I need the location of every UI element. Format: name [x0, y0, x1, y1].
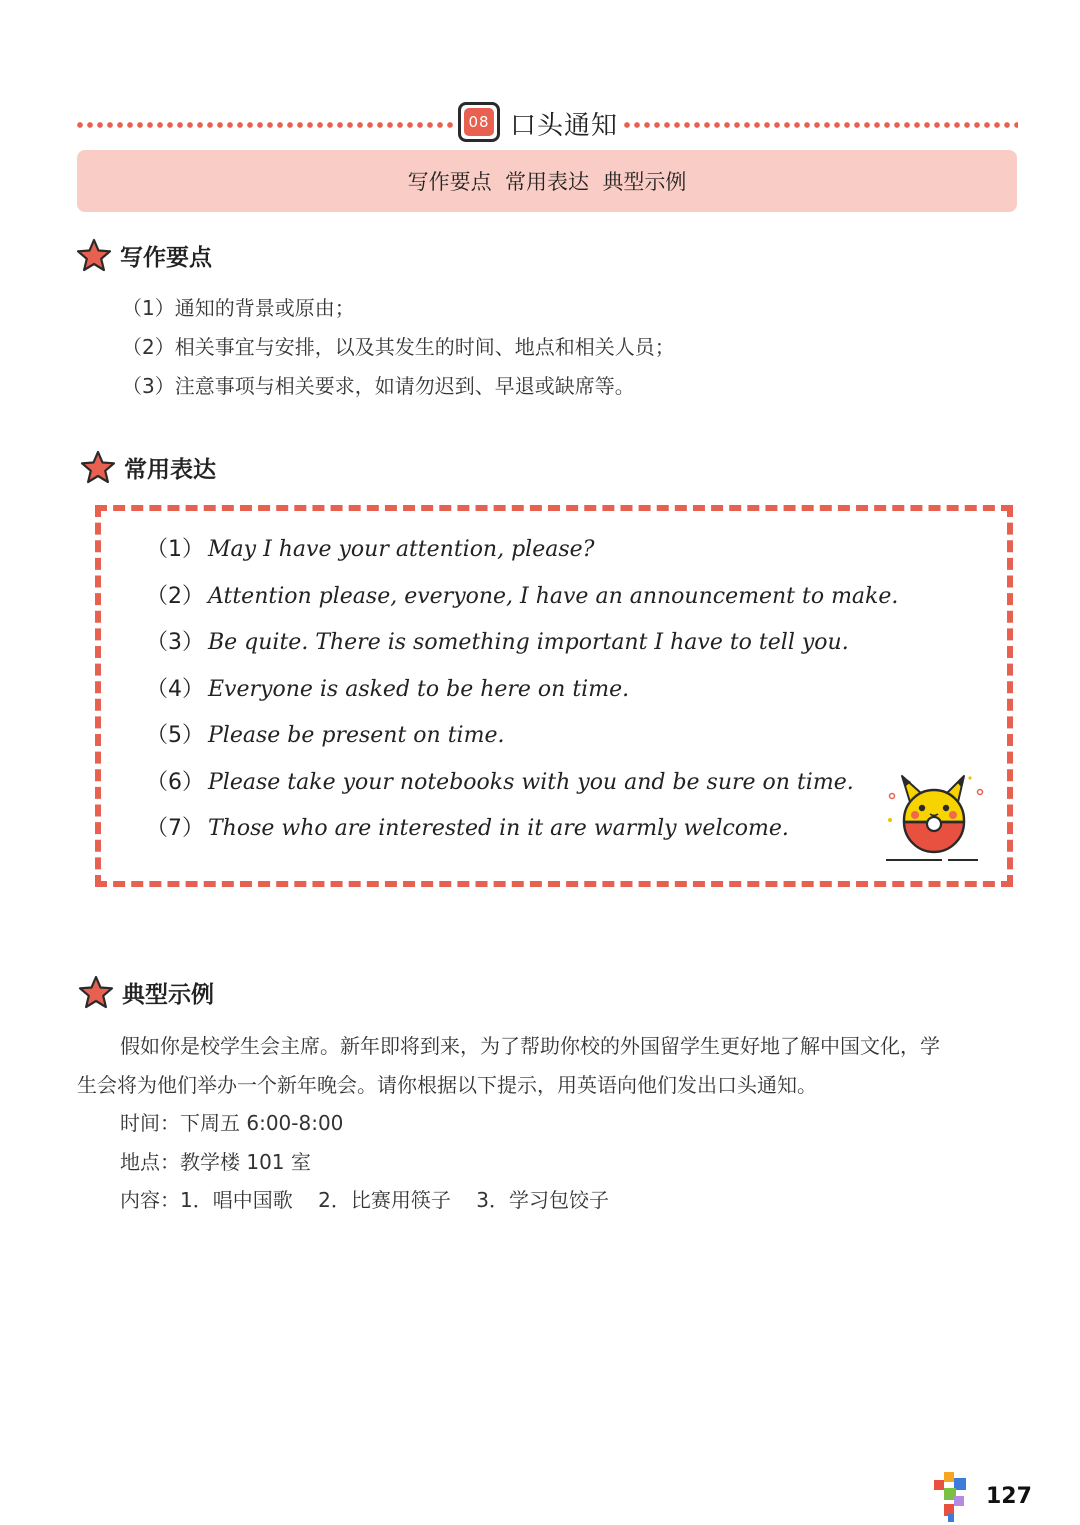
expression-item [146, 718, 504, 749]
section-head-expressions [80, 450, 216, 484]
expression-item [146, 672, 629, 703]
banner-text: 写作要点 常用表达 典型示例 [407, 170, 687, 194]
expression-number: （6） [146, 770, 204, 795]
header-dotted-rule-left [75, 122, 453, 128]
star-icon [76, 238, 112, 272]
section-title-example: 典型示例 [122, 981, 214, 1008]
header-dotted-rule-right [622, 122, 1018, 128]
section-title-expressions: 常用表达 [124, 456, 216, 483]
expression-item [146, 625, 849, 656]
chapter-title: 口头通知 [510, 111, 619, 141]
expression-text: Those who are interested in it are warmly welcome. [208, 816, 789, 841]
expression-number: （3） [146, 630, 204, 655]
publisher-logo-icon [932, 1470, 972, 1524]
pikachu-pokeball-illustration [880, 768, 990, 868]
expression-item [146, 765, 854, 796]
expression-text: Everyone is asked to be here on time. [208, 677, 630, 702]
expression-number: （4） [146, 677, 204, 702]
section-banner [77, 150, 1017, 212]
expression-text: Be quite. There is something important I have to tell you. [208, 630, 849, 655]
section-head-points [76, 238, 212, 272]
example-time: 时间：下周五 6:00-8:00 [120, 1111, 344, 1135]
expression-item [146, 579, 898, 610]
expression-number: （7） [146, 816, 204, 841]
expression-number: （1） [146, 537, 204, 562]
expression-text: Please take your notebooks with you and be sure on time. [208, 770, 854, 795]
star-icon [78, 975, 114, 1009]
expression-text: May I have your attention, please? [208, 537, 595, 562]
page-number: 127 [986, 1484, 1032, 1509]
example-content: 内容：1．唱中国歌 2．比赛用筷子 3．学习包饺子 [120, 1188, 610, 1212]
expression-text: Please be present on time. [208, 723, 505, 748]
point-item-1: （1）通知的背景或原由； [122, 296, 355, 320]
section-title-points: 写作要点 [120, 244, 212, 271]
point-item-2: （2）相关事宜与安排，以及其发生的时间、地点和相关人员； [122, 335, 675, 359]
expression-item [146, 532, 594, 563]
chapter-number: 08 [464, 108, 494, 136]
example-place: 地点：教学楼 101 室 [120, 1150, 311, 1174]
point-item-3: （3）注意事项与相关要求，如请勿迟到、早退或缺席等。 [122, 374, 635, 398]
chapter-number-badge [458, 102, 500, 142]
expression-item [146, 811, 789, 842]
star-icon [80, 450, 116, 484]
expression-number: （5） [146, 723, 204, 748]
example-paragraph-line-2: 生会将为他们举办一个新年晚会。请你根据以下提示，用英语向他们发出口头通知。 [77, 1073, 817, 1097]
expression-number: （2） [146, 584, 204, 609]
example-paragraph-line-1: 假如你是校学生会主席。新年即将到来，为了帮助你校的外国留学生更好地了解中国文化，学 [120, 1034, 940, 1058]
section-head-example [78, 975, 214, 1009]
expression-text: Attention please, everyone, I have an announcement to make. [208, 584, 899, 609]
